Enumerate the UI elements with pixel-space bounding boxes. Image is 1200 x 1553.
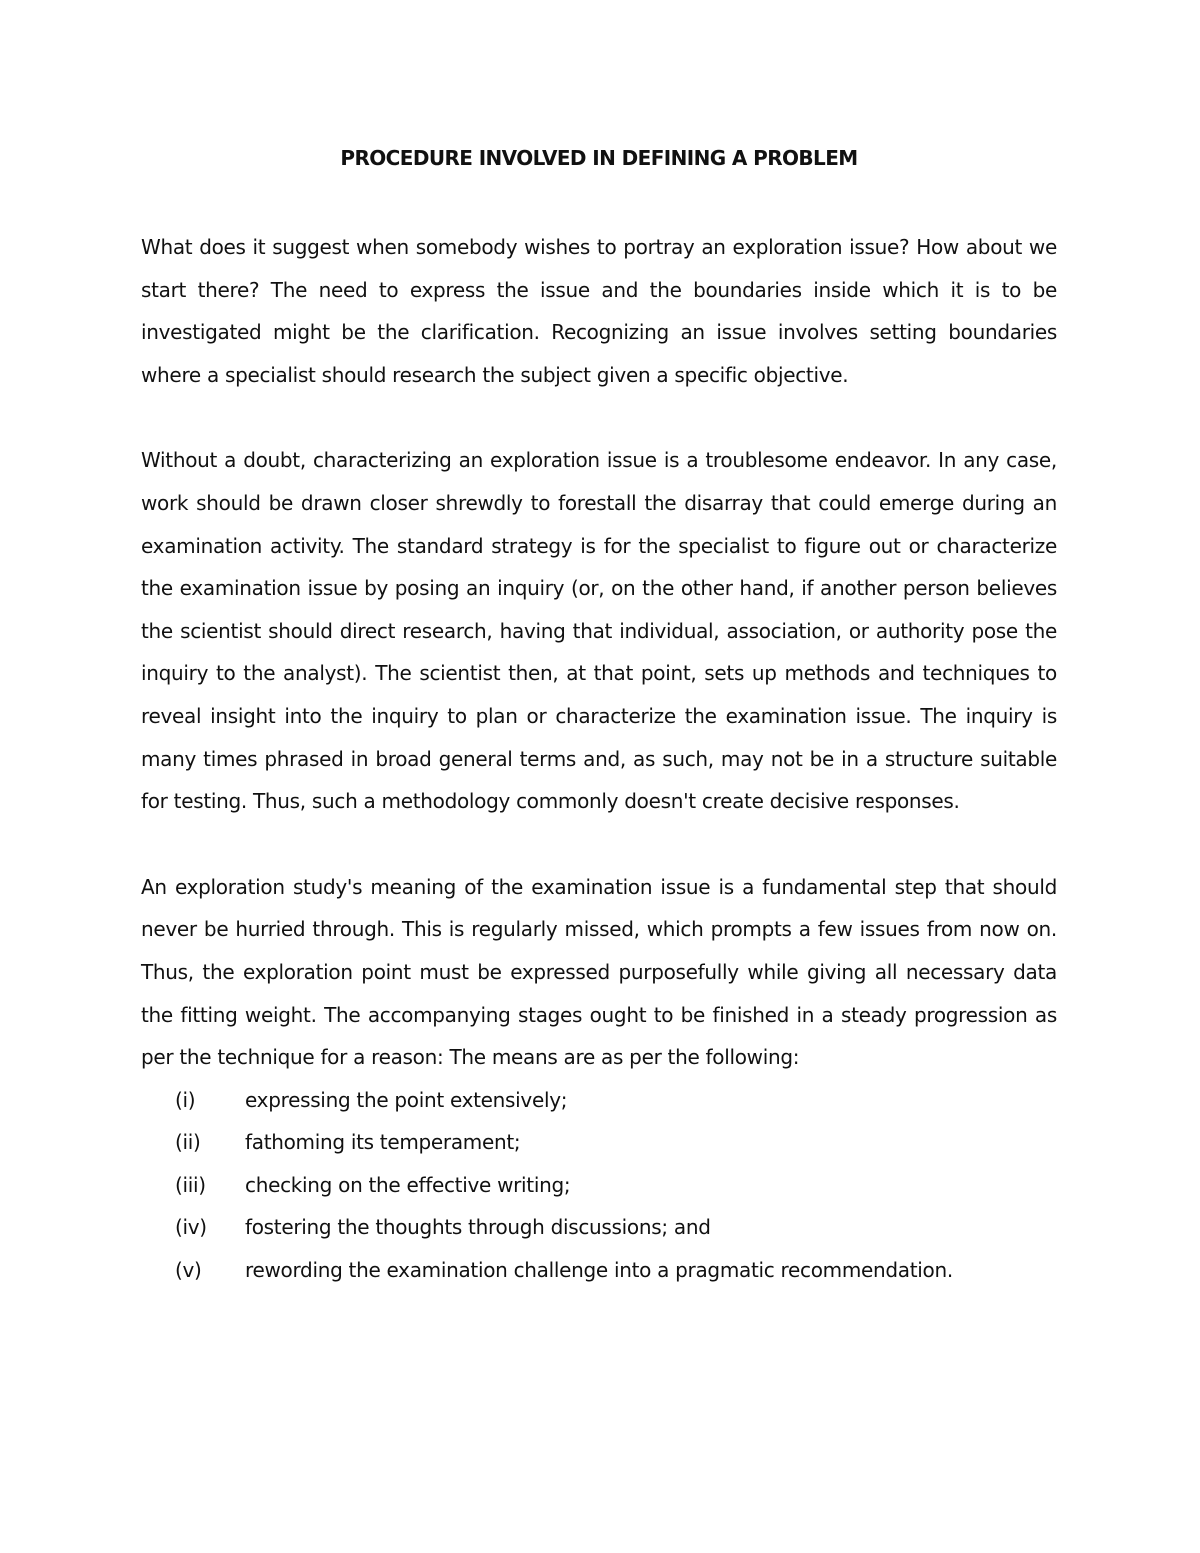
steps-list <box>141 1079 1057 1292</box>
step-number: (iv) <box>175 1215 207 1240</box>
paragraph-steps-intro: An exploration study's meaning of the examination issue is a fundamental step that should never be hurried through. This is regularly missed, which prompts a few issues from now on. Thus, the exploration point must be expressed purposefully while giving all necessary data the fitting weight. The accompanying stages ought to be finished in a steady progression as per the technique for a reason: The means are as per the following: <box>141 874 1057 1070</box>
step-number: (v) <box>175 1258 202 1283</box>
list-item <box>141 1249 1057 1292</box>
step-number: (ii) <box>175 1130 201 1155</box>
document-title: PROCEDURE INVOLVED IN DEFINING A PROBLEM <box>340 146 858 170</box>
list-item <box>141 1206 1057 1249</box>
document-page <box>141 142 1057 1292</box>
list-item <box>141 1079 1057 1122</box>
list-item <box>141 1164 1057 1207</box>
step-text: checking on the effective writing; <box>245 1172 571 1197</box>
paragraph-intro: What does it suggest when somebody wishes to portray an exploration issue? How about we start there? The need to express the issue and the boundaries inside which it is to be investigated might be the clarification. Recognizing an issue involves setting boundaries where a specialist should research the subject given a specific objective. <box>141 235 1057 387</box>
step-text: fathoming its temperament; <box>245 1130 521 1155</box>
step-text: rewording the examination challenge into a pragmatic recommendation. <box>245 1258 953 1283</box>
paragraph-difficulty: Without a doubt, characterizing an exploration issue is a troublesome endeavor. In any case, work should be drawn closer shrewdly to forestall the disarray that could emerge during an examination activity. The standard strategy is for the specialist to figure out or characterize the examination issue by posing an inquiry (or, on the other hand, if another person believes the scientist should direct research, having that individual, association, or authority pose the inquiry to the analyst). The scientist then, at that point, sets up methods and techniques to reveal insight into the inquiry to plan or characterize the examination issue. The inquiry is many times phrased in broad general terms and, as such, may not be in a structure suitable for testing. Thus, such a methodology commonly doesn't create decisive responses. <box>141 448 1057 814</box>
step-text: fostering the thoughts through discussions; and <box>245 1215 711 1240</box>
step-number: (i) <box>175 1087 196 1112</box>
step-number: (iii) <box>175 1172 206 1197</box>
step-text: expressing the point extensively; <box>245 1087 568 1112</box>
list-item <box>141 1121 1057 1164</box>
